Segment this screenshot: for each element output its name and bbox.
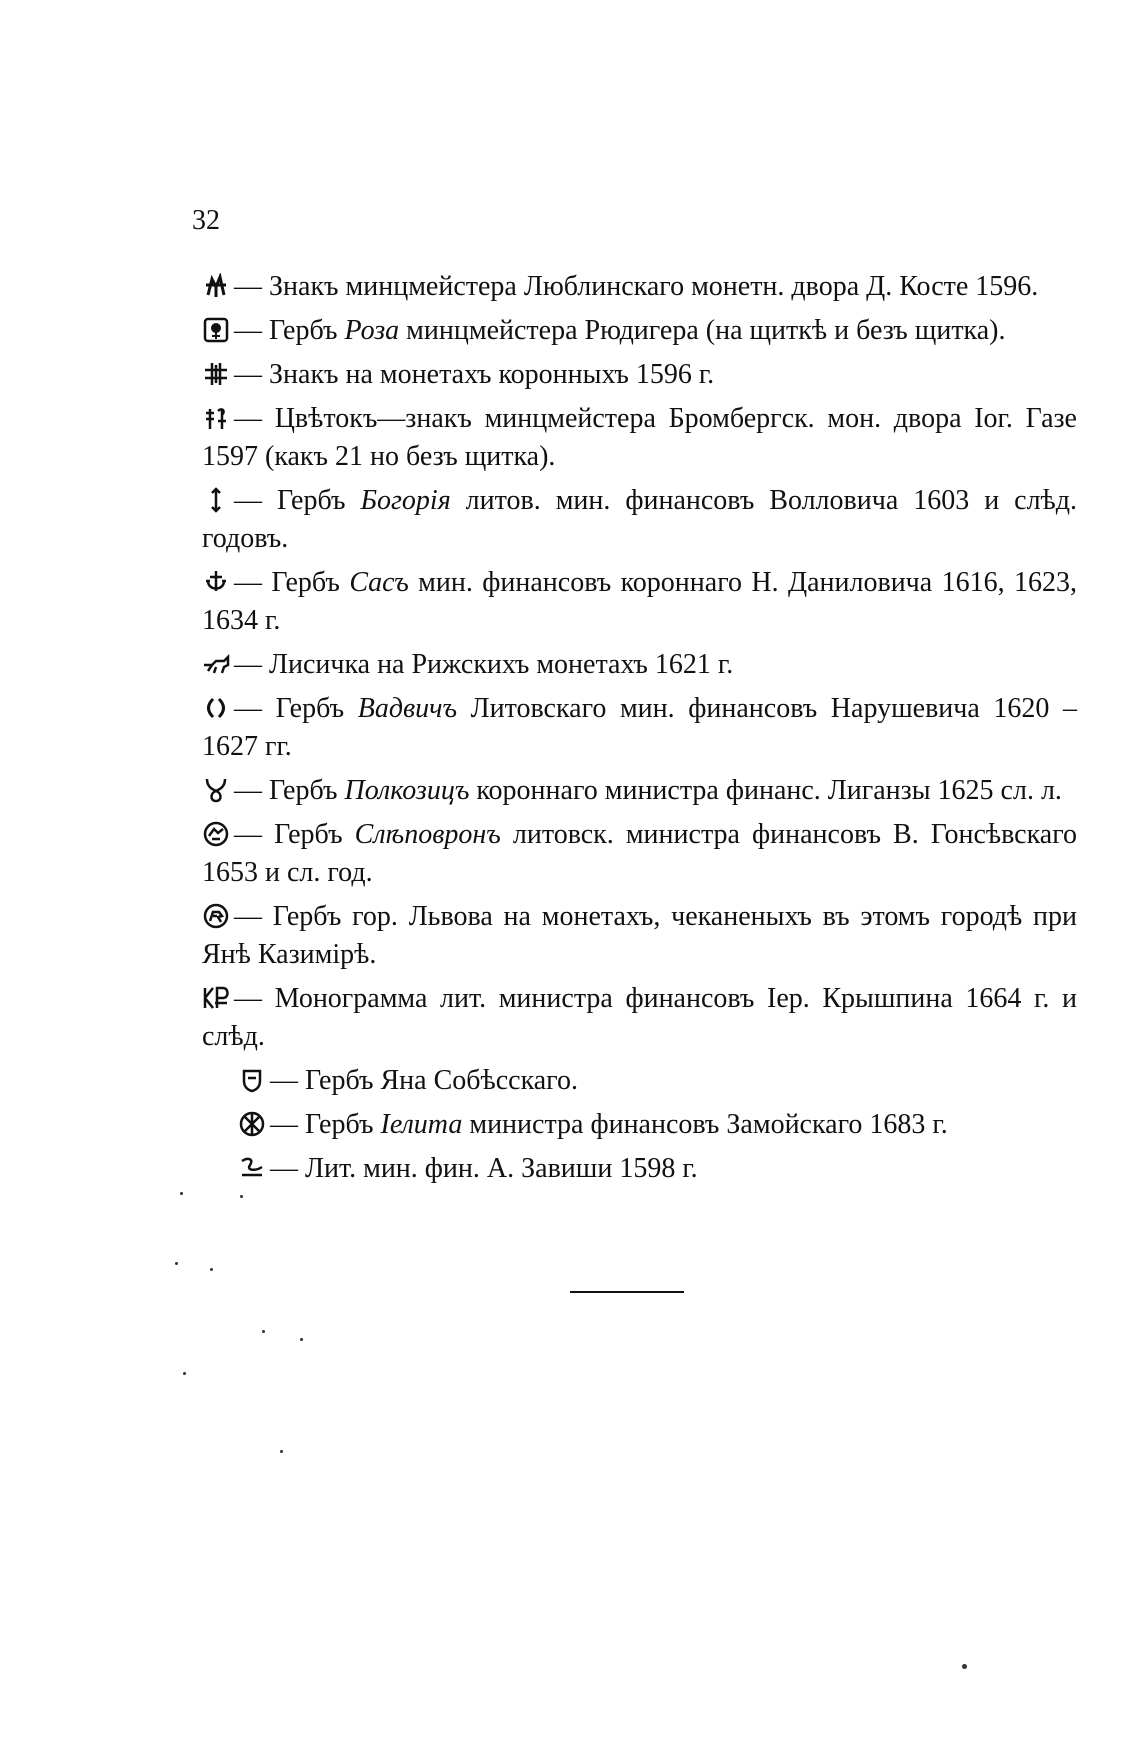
entry-sobieski <box>202 1062 1077 1100</box>
lwow-crest-icon <box>202 903 230 929</box>
flower-mark-icon <box>202 405 230 431</box>
entry-lwow <box>202 898 1077 974</box>
entry-text: министра финансовъ Замойскаго 1683 г. <box>462 1109 948 1140</box>
entry-text: — Гербъ <box>270 1109 381 1140</box>
entry-text: — Лисичка на Рижскихъ монетахъ 1621 г. <box>234 649 734 680</box>
fox-icon <box>202 651 230 677</box>
crest-name: Полкозицъ <box>344 775 470 806</box>
entry-text: — Гербъ <box>234 315 345 346</box>
print-speck <box>210 1268 213 1271</box>
mintmaster-mark-icon <box>202 273 230 299</box>
entry-crown-coins <box>202 356 1077 394</box>
print-speck <box>280 1450 283 1453</box>
entry-daniłowicz <box>202 564 1077 640</box>
kp-monogram-icon <box>202 985 230 1011</box>
section-divider <box>570 1291 684 1293</box>
crest-name: Сасъ <box>349 567 409 598</box>
crest-name: Іелита <box>380 1109 463 1140</box>
entry-text: — Лит. мин. фин. А. Завиши 1598 г. <box>270 1153 698 1184</box>
entry-text: — Монограмма лит. министра финансовъ Іер. Крышпина 1664 г. и слѣд. <box>202 983 1077 1052</box>
print-speck <box>300 1338 303 1341</box>
entry-text: — Цвѣтокъ—знакъ минцмейстера Бромбергск. мон. двора Іог. Газе 1597 (какъ 21 но безъ щитка). <box>202 403 1077 472</box>
entry-wollowicz <box>202 482 1077 558</box>
entry-gaze <box>202 400 1077 476</box>
entry-kryszpin <box>202 980 1077 1056</box>
entry-riga-fox <box>202 646 1077 684</box>
entry-zamoyski <box>202 1106 1077 1144</box>
entry-kostea <box>202 268 1077 306</box>
entry-text: литов. мин. финансовъ Волловича 1603 и слѣд. годовъ. <box>202 485 1077 554</box>
entry-text: короннаго министра финанс. Лиганзы 1625 сл. л. <box>469 775 1062 806</box>
entry-zawisza <box>202 1150 1077 1188</box>
wadwicz-crest-icon <box>202 695 230 721</box>
entry-text: — Знакъ минцмейстера Люблинскаго монетн. двора Д. Косте 1596. <box>234 271 1039 302</box>
entry-text: — Гербъ Яна Собѣсскаго. <box>270 1065 578 1096</box>
entry-ligenza <box>202 772 1077 810</box>
entry-text: — Гербъ <box>234 819 355 850</box>
crown-mark-icon <box>202 361 230 387</box>
entry-text: — Знакъ на монетахъ коронныхъ 1596 г. <box>234 359 715 390</box>
print-speck <box>240 1195 243 1198</box>
crest-name: Роза <box>344 315 400 346</box>
entry-text: — Гербъ <box>234 775 345 806</box>
slepowron-crest-icon <box>202 821 230 847</box>
rose-crest-icon <box>202 317 230 343</box>
entry-gosiewski <box>202 816 1077 892</box>
entry-text: — Гербъ <box>234 567 350 598</box>
entry-text: литовск. министра финансовъ В. Гонсѣвскаго 1653 и сл. год. <box>202 819 1077 888</box>
entry-text: минцмейстера Рюдигера (на щиткѣ и безъ щитка). <box>399 315 1006 346</box>
print-speck <box>962 1664 967 1669</box>
entry-text: — Гербъ <box>234 485 361 516</box>
sobieski-shield-icon <box>238 1067 266 1093</box>
jelita-crest-icon <box>238 1111 266 1137</box>
entry-naruszewicz <box>202 690 1077 766</box>
polkozic-crest-icon <box>202 777 230 803</box>
zawisza-mark-icon <box>238 1155 266 1181</box>
entry-text: — Гербъ гор. Львова на монетахъ, чеканеныхъ въ этомъ городѣ при Янѣ Казимірѣ. <box>202 901 1077 970</box>
print-speck <box>262 1330 265 1333</box>
entry-text: — Гербъ <box>234 693 358 724</box>
crest-name: Вадвичъ <box>357 693 458 724</box>
print-speck <box>175 1262 178 1265</box>
crest-name: Слѣповронъ <box>354 819 501 850</box>
bogoria-arrow-icon <box>202 487 230 513</box>
entry-text: мин. финансовъ короннаго Н. Даниловича 1616, 1623, 1634 г. <box>202 567 1077 636</box>
crest-name: Богорія <box>360 485 451 516</box>
print-speck <box>183 1372 186 1375</box>
page-number: 32 <box>192 205 220 236</box>
print-speck <box>180 1192 183 1195</box>
entry-list <box>202 268 1077 1194</box>
entry-rudiger <box>202 312 1077 350</box>
sas-crest-icon <box>202 569 230 595</box>
entry-text: Литовскаго мин. финансовъ Нарушевича 1620 – 1627 гг. <box>202 693 1077 762</box>
